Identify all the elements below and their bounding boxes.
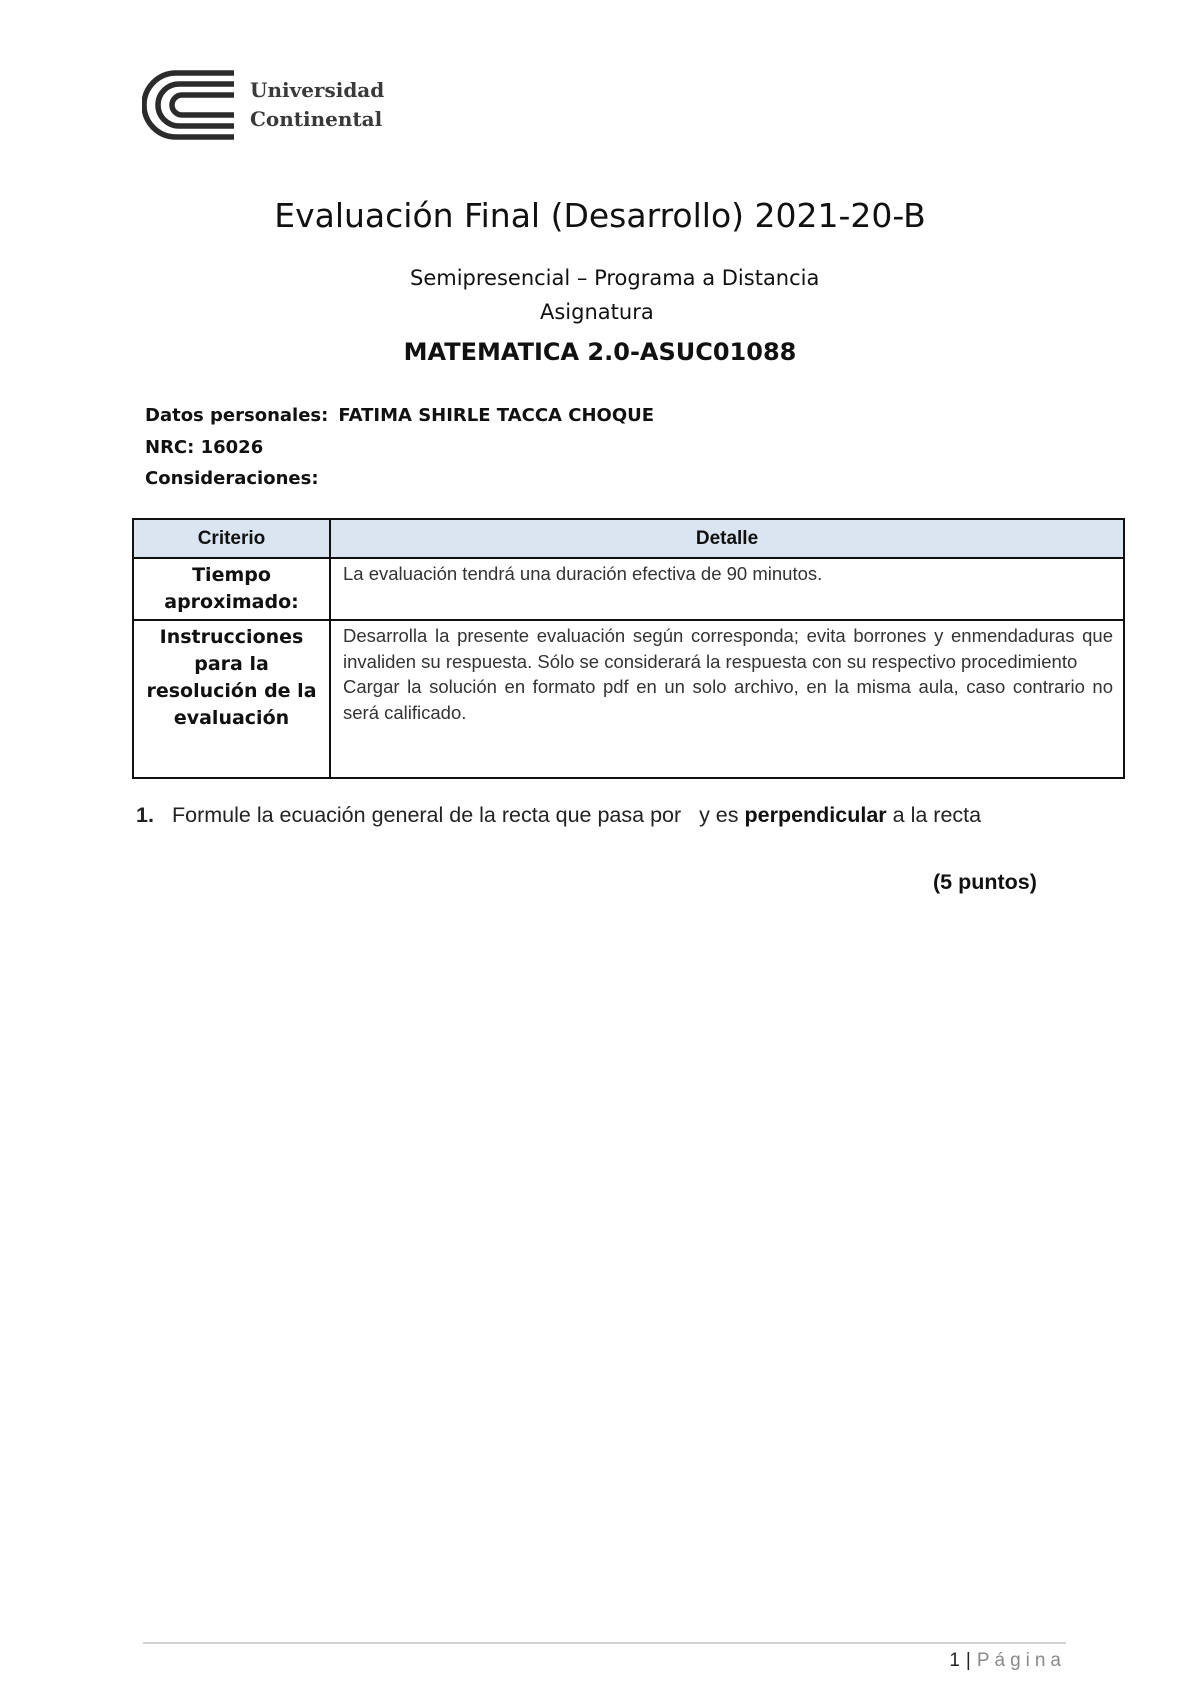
page-label: Página: [976, 1650, 1066, 1671]
logo-line-2: Continental: [250, 107, 383, 131]
program-subtitle: Semipresencial – Programa a Distancia: [410, 266, 820, 290]
header-detalle: Detalle: [330, 519, 1124, 558]
continental-emblem-icon: [142, 70, 242, 140]
criteria-table: [132, 518, 1125, 779]
question-emphasis: perpendicular: [744, 803, 887, 827]
detalle-paragraph: Cargar la solución en formato pdf en un solo archivo, en la misma aula, caso contrario no será calificado.: [343, 676, 1113, 723]
personal-data-line: [145, 405, 654, 426]
header-criterio: Criterio: [133, 519, 330, 558]
table-header-row: [133, 519, 1124, 558]
question-text-part: a la recta: [886, 803, 982, 827]
page-footer: [949, 1650, 1066, 1672]
document-title: Evaluación Final (Desarrollo) 2021-20-B: [274, 196, 926, 235]
logo-line-1: Universidad: [250, 78, 385, 102]
question-number: 1.: [136, 803, 154, 827]
detalle-cell: La evaluación tendrá una duración efectiva de 90 minutos.: [330, 558, 1124, 620]
subject-title: MATEMATICA 2.0-ASUC01088: [403, 338, 797, 366]
footer-divider: [143, 1642, 1066, 1644]
footer-separator: |: [965, 1650, 971, 1671]
university-logo: [142, 70, 402, 140]
question-text-part: Formule la ecuación general de la recta que pasa por y es: [172, 803, 745, 827]
subject-label: Asignatura: [540, 300, 654, 324]
question-text: [172, 800, 1066, 831]
detalle-paragraph: Desarrolla la presente evaluación según corresponda; evita borrones y enmendaduras que invaliden su respuesta. Sólo se considerará la respuesta con su respectivo procedimiento: [343, 625, 1113, 672]
logo-wordmark: [250, 76, 384, 134]
question-1: [136, 800, 1066, 831]
table-row: [133, 558, 1124, 620]
personal-data-label: Datos personales:: [145, 405, 329, 426]
criterio-cell: Tiempo aproximado:: [133, 558, 330, 620]
nrc-line: NRC: 16026: [145, 437, 264, 458]
page-number: 1: [949, 1650, 960, 1671]
detalle-cell: [330, 620, 1124, 778]
student-name: FATIMA SHIRLE TACCA CHOQUE: [338, 405, 655, 426]
table-row: [133, 620, 1124, 778]
considerations-label: Consideraciones:: [145, 468, 319, 489]
criterio-cell: Instrucciones para la resolución de la evaluación: [133, 620, 330, 778]
question-points: (5 puntos): [933, 870, 1037, 894]
